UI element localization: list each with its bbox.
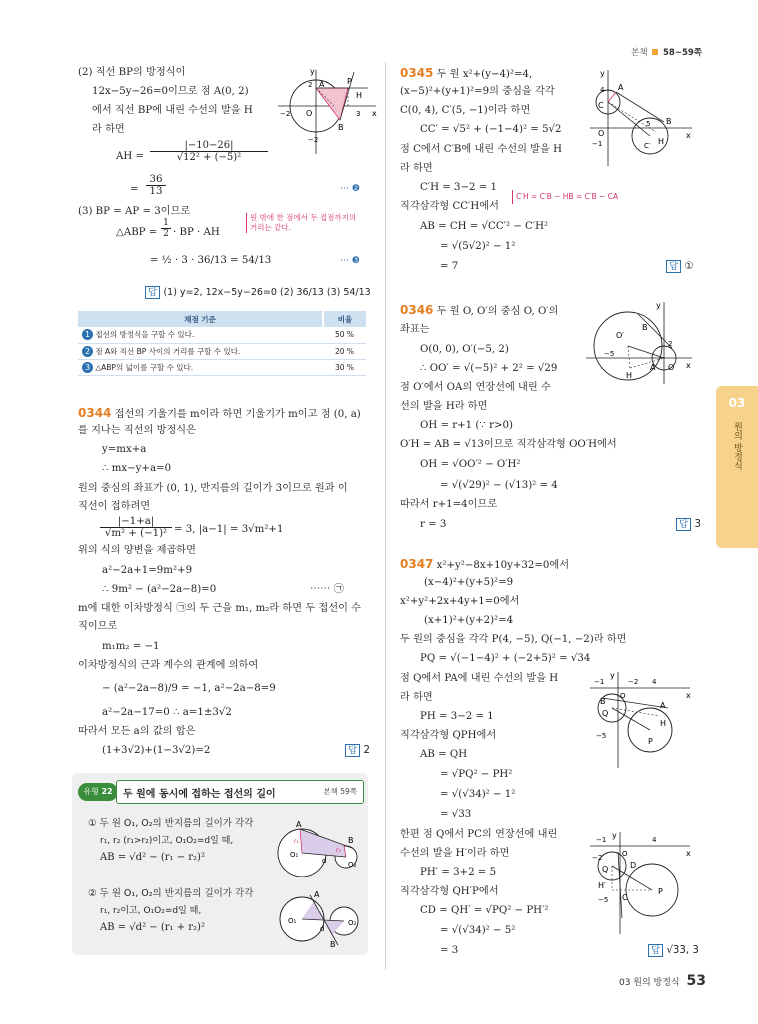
type-title-box [116,780,364,804]
svg-text:H: H [626,371,633,380]
text-line: O(0, 0), O′(−5, 2) [420,344,509,355]
text-line: OH = √OO′² − O′H² [420,459,521,470]
svg-text:Q: Q [602,709,609,718]
type-22-box [72,773,368,955]
svg-text:O′: O′ [616,331,625,340]
half-fraction: 1 2 [161,218,171,239]
svg-text:A: A [660,701,666,710]
graph-tangent-triangle [272,66,382,158]
text-line: 직각삼각형 QPH에서 [400,730,497,741]
diagram-internal-tangent [268,887,364,951]
label-A: A [319,80,325,89]
text-line: 선의 발을 H라 하면 [400,401,488,412]
text-line: = √(5√2)² − 1² [440,241,516,252]
text-line: 라 하면 [400,163,433,174]
text-line: 두 원 x²+(y−4)²=4, [436,69,533,80]
text-line: PQ = √(−1−4)² + (−2+5)² = √34 [420,653,591,664]
text-line: CC′ = √5² + (−1−4)² = 5√2 [420,124,562,135]
svg-text:O: O [622,850,628,858]
svg-text:4: 4 [600,86,605,94]
fraction: |−1+a| √m² + (−1)² [100,516,172,539]
svg-text:−5: −5 [598,896,609,904]
text-line: (3) BP = AP = 3이므로 [78,206,191,217]
problem-number: 0344 [78,406,112,420]
diagram-external-tangent [268,817,364,877]
answer-line [145,286,371,300]
svg-text:C′: C′ [644,142,651,150]
type-ref: 본책 59쪽 [323,787,357,796]
ah-fraction [150,140,268,163]
tri-lhs: △ABP = [116,227,158,238]
text-line: 접선의 기울기를 m이라 하면 기울기가 m이고 점 (0, a) [114,409,361,420]
grading-header-ratio: 비율 [323,311,366,327]
text-line: 위의 식의 양변을 제곱하면 [78,545,196,556]
grading-header-criteria: 채점 기준 [184,314,216,324]
text-line: OH = r+1 (∵ r>0) [420,420,513,431]
svg-text:B: B [642,323,648,332]
svg-text:x: x [686,691,691,700]
ah-lhs: AH = [116,151,145,162]
text-line: 직이므로 [78,621,118,632]
text-line: m₁m₂ = −1 [102,641,160,652]
answer-text: (1) y=2, 12x−5y−26=0 (2) 36/13 (3) 54/13 [163,287,371,298]
text-line: = 3 [440,945,459,956]
svg-text:d: d [322,857,327,865]
grading-row: 2 점 A와 직선 BP 사이의 거리를 구할 수 있다. 20 % [78,343,366,359]
item2-l1: ② 두 원 O₁, O₂의 반지름의 길이가 각각 [88,888,254,899]
svg-text:−1: −1 [596,836,607,844]
item1-l2: r₁, r₂ (r₁>r₂)이고, O₁O₂=d일 때, [100,836,234,846]
svg-text:y: y [600,69,605,78]
svg-text:−1: −1 [594,678,605,686]
text-line: 12x−5y−26=0이므로 점 A(0, 2) [92,86,249,97]
graph-two-circles-0345 [586,66,696,170]
header-ref [631,46,702,58]
svg-text:−2: −2 [628,678,639,686]
header-dot [652,49,658,55]
label-O: O [306,109,313,118]
text-line: = √(√29)² − (√13)² = 4 [440,480,558,491]
text-line: ∴ 9m² − (a²−2a−8)=0 [102,584,217,595]
text-line: C(0, 4), C′(5, −1)이라 하면 [400,105,531,116]
svg-text:H: H [660,719,667,728]
svg-text:−2: −2 [592,854,603,862]
type-badge: 유형 22 [78,783,118,801]
tri-result: = ½ · 3 · 36/13 = 54/13 [150,255,272,266]
text-line: 라 하면 [400,692,433,703]
text-line: 원의 중심의 좌표가 (0, 1), 반지름의 길이가 3이므로 원과 이 [78,483,348,494]
svg-text:B: B [600,697,606,706]
text-line: y=mx+a [102,444,147,455]
text-line: 직각삼각형 QH′P에서 [400,886,499,897]
text-line: 에서 직선 BP에 내린 수선의 발을 H [92,105,253,116]
text-line: 따라서 r+1=4이므로 [400,499,498,510]
graph-two-circles-0347-b [588,828,694,938]
text-line: x²+y²+2x+4y+1=0에서 [400,596,520,607]
text-line: C′H = 3−2 = 1 [420,182,497,193]
answer-text: 2 [363,745,370,756]
svg-text:5: 5 [646,120,651,128]
tick-m2: −2 [280,110,291,118]
svg-text:P: P [658,887,663,896]
text-line: 두 원의 중심을 각각 P(4, −5), Q(−1, −2)라 하면 [400,634,627,645]
text-line: (x−4)²+(y+5)²=9 [424,577,514,588]
text-line: AB = QH [420,749,468,760]
svg-text:−5: −5 [604,350,615,358]
text-line: 직선이 접하려면 [78,501,151,512]
text-line: 수선의 발을 H′이라 하면 [400,848,510,859]
text-line: 한편 점 Q에서 PC의 연장선에 내린 [400,829,558,840]
text-line: 점 O′에서 OA의 연장선에 내린 수 [400,382,551,393]
answer-label: 답 [676,518,691,531]
answer-line [666,260,694,274]
text-line: = √33 [440,809,472,820]
item2-l3: AB = √d² − (r₁ + r₂)² [100,922,205,933]
step-mark-2: ⋯ ❷ [340,184,360,194]
text-line: a²−2a+1=9m²+9 [102,565,193,576]
answer-label: 답 [666,260,681,273]
svg-text:4: 4 [652,836,657,844]
grading-row: 1 접선의 방정식을 구할 수 있다. 50 % [78,327,366,343]
svg-text:O₁: O₁ [288,917,297,925]
svg-text:A: A [314,890,320,899]
problem-number: 0347 [400,557,434,571]
text-line: = 7 [440,261,459,272]
ah-numerator: |−10−26| [184,140,234,151]
text-line: PH = 3−2 = 1 [420,711,494,722]
ah-eq: = [130,184,139,195]
ah-denominator: √12² + (−5)² [150,151,268,163]
chapter-number: 03 [728,396,746,410]
text-line: 를 지나는 직선의 방정식은 [78,425,196,436]
axis-y: y [310,67,315,76]
type-title: 두 원에 동시에 접하는 접선의 길이 [123,789,276,800]
svg-text:O₁: O₁ [290,851,299,859]
svg-text:x: x [686,361,691,370]
svg-text:B: B [348,836,354,845]
answer-line [648,944,699,958]
tri-rhs: · BP · AH [173,227,220,238]
svg-text:y: y [656,301,661,310]
text-line: O′H = AB = √13이므로 직각삼각형 OO′H에서 [400,439,617,450]
svg-text:O: O [668,363,675,372]
text-line: x²+y²−8x+10y+32=0에서 [436,560,570,571]
header-pages: 58~59쪽 [663,48,702,58]
text-line: PH′ = 3+2 = 5 [420,867,497,878]
text-line: 라 하면 [92,124,125,135]
ah-value [146,174,166,197]
text-line: = √PQ² − PH² [440,769,513,780]
item2-l2: r₁, r₂이고, O₁O₂=d일 때, [100,906,202,916]
text-line: ∴ mx−y+a=0 [102,463,172,474]
text-line: 직각삼각형 CC′H에서 [400,201,499,212]
tick-2: 2 [308,81,313,89]
answer-line [676,518,701,532]
text-line: = √(√34)² − 5² [440,925,516,936]
problem-number: 0346 [400,303,434,317]
ah-val-num: 36 [149,174,163,185]
svg-text:Q: Q [602,865,609,874]
item1-l1: ① 두 원 O₁, O₂의 반지름의 길이가 각각 [88,818,254,829]
text-line: 따라서 모든 a의 값의 합은 [78,726,196,737]
text-line: (x−5)²+(y+1)²=9의 중심을 각각 [400,86,555,97]
text-line: m에 대한 이차방정식 ㉠의 두 근을 m₁, m₂라 하면 두 접선이 수 [78,603,362,614]
svg-text:B: B [666,117,672,126]
svg-text:O: O [598,129,605,138]
answer-line [345,744,370,758]
text-line: a²−2a−17=0 ∴ a=1±3√2 [102,707,232,718]
svg-text:A: A [650,363,656,372]
axis-x: x [372,109,377,118]
step-mark-3: ⋯ ❸ [340,256,360,266]
svg-text:O₂: O₂ [348,861,357,869]
answer-label: 답 [648,944,663,957]
tick-3: 3 [356,110,361,118]
text-line: 이차방정식의 근과 계수의 관계에 의하여 [78,660,259,671]
graph-two-circles-0347-a [588,668,694,772]
text-line: − (a²−2a−8)/9 = −1, a²−2a−8=9 [102,683,276,694]
svg-text:d: d [320,925,325,933]
svg-text:4: 4 [652,678,657,686]
footer-chapter: 03 원의 방정식 [618,978,680,988]
column-divider [385,62,386,970]
svg-text:P: P [648,737,653,746]
text-line: ⋯⋯ ㉠ [310,584,344,595]
label-B: B [338,123,344,132]
side-note: 원 밖에 한 점에서 두 접점까지의 거리는 같다. [246,213,360,233]
text-line: (2) 직선 BP의 방정식이 [78,67,186,78]
text-line: 점 Q에서 PA에 내린 수선의 발을 H [400,673,559,684]
text-line: = 3, |a−1| = 3√m²+1 [174,524,284,535]
grading-row: 3 △ABP의 넓이를 구할 수 있다. 30 % [78,359,366,375]
chapter-title: 원의 방정식 [732,422,742,470]
svg-text:C: C [598,101,604,110]
svg-text:−5: −5 [596,732,607,740]
svg-text:r₂: r₂ [336,847,341,854]
answer-text: ① [684,261,694,272]
svg-text:H′: H′ [598,881,606,890]
answer-label: 답 [145,286,160,299]
text-line: 두 원 O, O′의 중심 O, O′의 [436,306,559,317]
svg-text:O₂: O₂ [348,919,357,927]
item1-l3: AB = √d² − (r₁ − r₂)² [100,852,205,863]
svg-text:−1: −1 [592,140,603,148]
text-line: (1+3√2)+(1−3√2)=2 [102,745,211,756]
svg-text:y: y [610,671,615,680]
header-book: 본책 [631,48,648,58]
answer-label: 답 [345,744,360,757]
label-P: P [347,77,352,86]
svg-text:H: H [658,137,665,146]
svg-text:y: y [612,831,617,840]
text-line: (x+1)²+(y+2)²=4 [424,615,514,626]
text-line: 점 C에서 C′B에 내린 수선의 발을 H [400,144,562,155]
svg-text:r₁: r₁ [294,838,299,845]
text-line: CD = QH′ = √PQ² − PH′² [420,905,549,916]
svg-text:O: O [620,692,626,700]
grading-table [78,311,366,376]
side-note: C′H = C′B − HB = C′B − CA [512,190,618,204]
chapter-side-tab[interactable] [716,386,758,548]
graph-two-circles-0346 [584,298,696,388]
text-line: AB = CH = √CC′² − C′H² [420,221,549,232]
label-H: H [356,91,363,100]
answer-text: √33, 3 [666,945,699,956]
text-line: = √(√34)² − 1² [440,789,516,800]
tick-y-m2: −2 [308,136,319,144]
svg-text:2: 2 [668,340,673,348]
svg-text:D: D [630,861,637,870]
svg-text:B: B [330,940,336,949]
text-line: ∴ OO′ = √(−5)² + 2² = √29 [420,363,558,374]
problem-number: 0345 [400,66,434,80]
answer-text: 3 [694,519,701,530]
svg-text:x: x [686,131,691,140]
text-line: 좌표는 [400,324,430,335]
page-footer [619,973,706,989]
svg-text:A: A [618,83,624,92]
page-number: 53 [686,973,706,989]
ah-val-den: 13 [146,185,166,197]
text-line: r = 3 [420,519,447,530]
svg-text:C: C [622,893,628,902]
svg-text:x: x [686,849,691,858]
svg-text:A: A [296,820,302,829]
